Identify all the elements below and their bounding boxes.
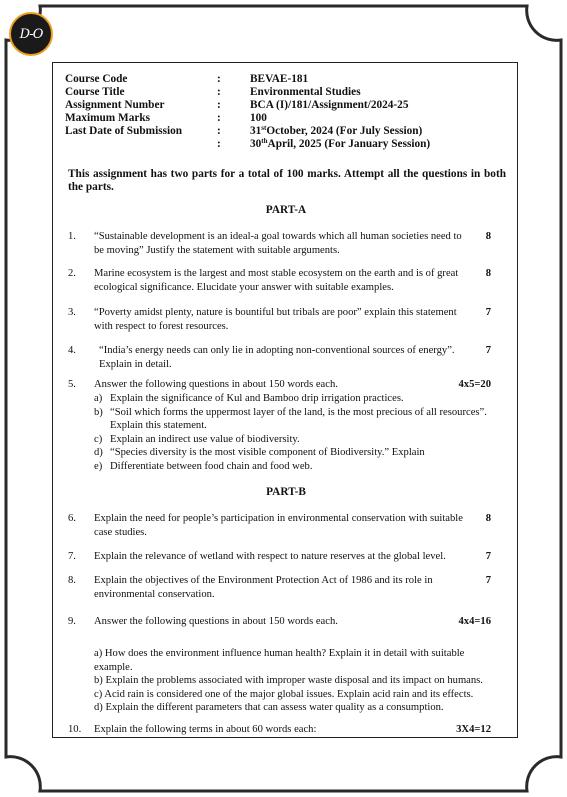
header-row-last-date (65, 125, 430, 138)
part-b-heading: PART-B (266, 486, 306, 498)
question-text: Explain the following terms in about 60 words each: (94, 724, 317, 735)
header-colon: : (217, 99, 221, 111)
course-info-header (65, 73, 430, 151)
header-row-last-date-january (65, 138, 430, 151)
question-marks: 7 (485, 575, 491, 586)
question-number: 9. (68, 616, 76, 627)
question-number: 7. (68, 551, 76, 562)
question-number: 4. (68, 345, 76, 356)
subpart: e) Differentiate between food chain and food web. (94, 460, 313, 472)
question-marks: 7 (485, 551, 491, 562)
header-key: Course Title (65, 86, 125, 98)
header-value: 100 (250, 112, 267, 124)
brand-logo (9, 12, 53, 56)
header-value: Environmental Studies (250, 86, 361, 98)
subpart: d) “Species diversity is the most visible component of Biodiversity.” Explain (94, 447, 425, 458)
question-number: 1. (68, 231, 76, 242)
part-a-heading: PART-A (265, 204, 307, 216)
question-5-subparts (94, 392, 504, 473)
question-text: Explain the relevance of wetland with respect to nature reserves at the global level. (94, 551, 446, 562)
assignment-document (52, 62, 518, 738)
question-9-subparts (94, 647, 494, 715)
subpart: a) Explain the significance of Kul and Bamboo drip irrigation practices. (94, 393, 404, 404)
question-number: 5. (68, 379, 76, 390)
header-key: Maximum Marks (65, 112, 151, 124)
question-text: “Poverty amidst plenty, nature is bountiful but tribals are poor” explain this statement with respect to forest resources. (94, 307, 457, 332)
question-marks: 7 (485, 307, 491, 318)
header-row-assignment-number (65, 99, 430, 112)
question-number: 3. (68, 307, 76, 318)
header-colon: : (217, 125, 221, 137)
header-colon: : (217, 86, 221, 98)
subpart: c) Acid rain is considered one of the major global issues. Explain acid rain and its effects. (94, 688, 474, 700)
header-row-course-code (65, 73, 430, 86)
logo-text: D-O (19, 26, 43, 42)
header-key: Last Date of Submission (65, 125, 183, 137)
header-value: BCA (I)/181/Assignment/2024-25 (250, 99, 409, 111)
question-text: “India’s energy needs can only lie in adopting non-conventional sources of energy”. Explain in detail. (99, 345, 455, 370)
question-number: 2. (68, 268, 76, 279)
question-marks: 8 (485, 231, 491, 242)
question-marks: 7 (485, 345, 491, 356)
header-colon: : (217, 73, 221, 85)
question-number: 8. (68, 575, 76, 586)
question-number: 6. (68, 513, 76, 524)
header-colon: : (217, 112, 221, 124)
question-text: Marine ecosystem is the largest and most stable ecosystem on the earth and is of great ecological significance. Elucidate your answer with suitable examples. (94, 268, 459, 293)
question-number: 10. (68, 724, 82, 735)
subpart: b) Explain the problems associated with improper waste disposal and its impact on humans. (94, 675, 483, 686)
header-key (65, 138, 217, 151)
assignment-instructions: This assignment has two parts for a total of 100 marks. Attempt all the questions in both the parts. (68, 168, 506, 193)
header-value: 31stOctober, 2024 (For July Session) (250, 124, 423, 137)
question-marks: 8 (485, 513, 491, 524)
question-marks: 4x4=16 (458, 616, 491, 627)
header-colon: : (217, 138, 221, 150)
subpart: c) Explain an indirect use value of biodiversity. (94, 433, 300, 445)
question-marks: 3X4=12 (456, 724, 491, 735)
question-text: Explain the need for people’s participation in environmental conservation with suitable case studies. (94, 513, 463, 538)
header-row-course-title (65, 86, 430, 99)
header-value: BEVAE-181 (250, 73, 309, 85)
question-marks: 4x5=20 (458, 379, 491, 390)
subpart: d) Explain the different parameters that can assess water quality as a consumption. (94, 702, 444, 713)
header-key: Course Code (65, 73, 128, 85)
subpart: b) “Soil which forms the uppermost layer of the land, is the most precious of all resources”. Explain this statement. (94, 406, 487, 431)
header-key: Assignment Number (65, 99, 165, 111)
question-text: Answer the following questions in about 150 words each. (94, 616, 338, 627)
header-row-maximum-marks (65, 112, 430, 125)
header-value: 30thApril, 2025 (For January Session) (250, 137, 431, 150)
question-marks: 8 (485, 268, 491, 279)
question-text: Explain the objectives of the Environment Protection Act of 1986 and its role in environmental conservation. (94, 575, 433, 600)
subpart: a) How does the environment influence human health? Explain it in detail with suitable example. (94, 648, 465, 673)
question-text: “Sustainable development is an ideal-a goal towards which all human societies need to be moving” Justify the statement with suitable arguments. (94, 231, 462, 256)
question-text: Answer the following questions in about 150 words each. (94, 379, 338, 390)
